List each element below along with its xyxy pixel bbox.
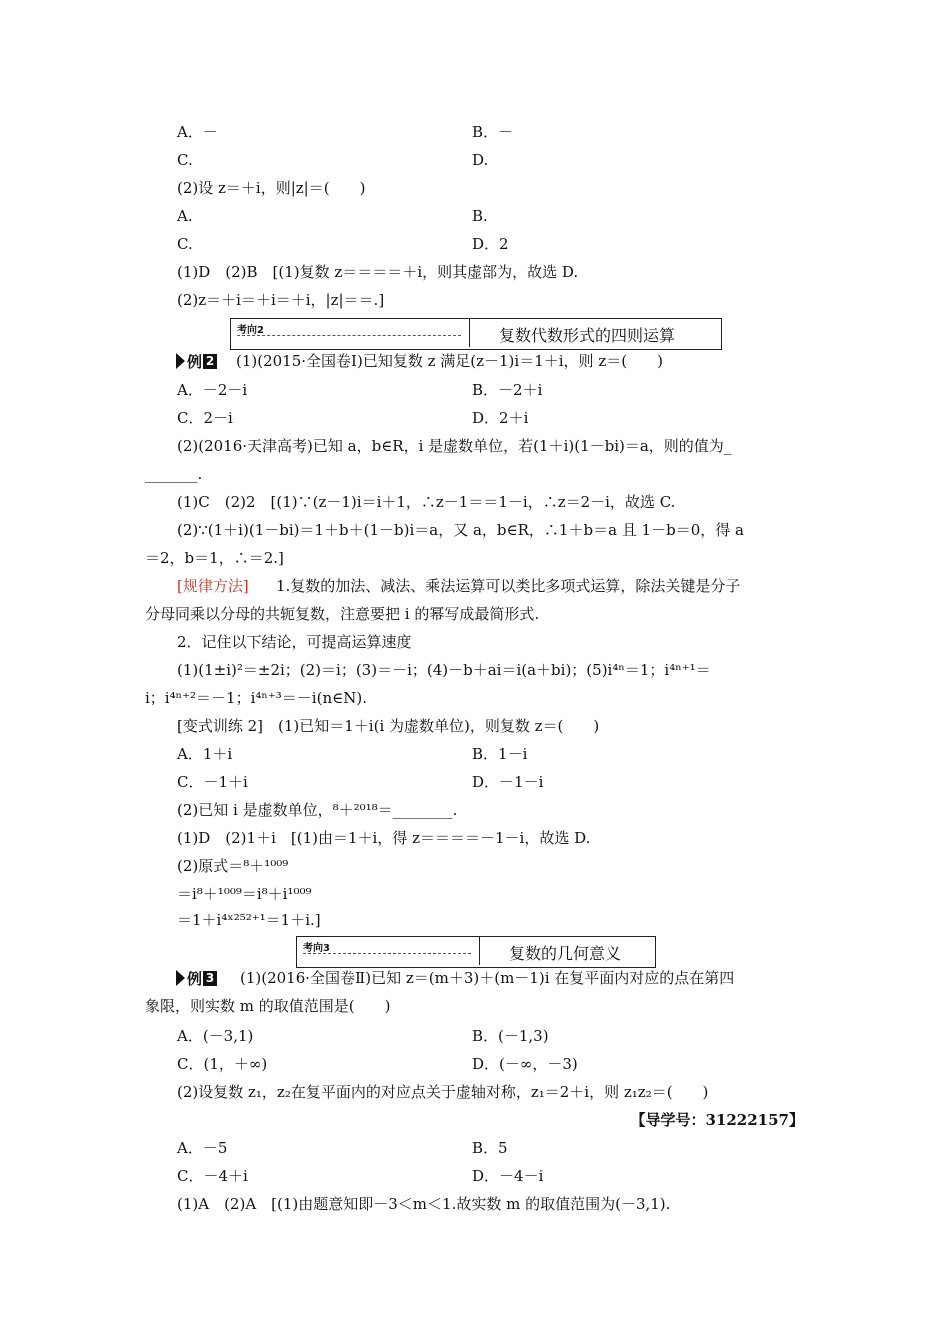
option-b: B．(－1,3) <box>472 1027 549 1045</box>
answer-text: (1)A (2)A [(1)由题意知即－3＜m＜1.故实数 m 的取值范围为(－3,1). <box>177 1195 671 1213</box>
option-c: C．－1＋i <box>177 773 248 791</box>
method-text: i；i⁴ⁿ⁺²＝－1；i⁴ⁿ⁺³＝－i(n∈N). <box>145 689 367 707</box>
option-a: A．－ <box>177 123 218 141</box>
option-b: B．－2＋i <box>472 381 543 399</box>
option-d: D．2 <box>472 235 509 253</box>
question-text: _______. <box>145 465 203 483</box>
option-a: A．－2－i <box>177 381 248 399</box>
section-tag-label: 考向2 <box>237 325 264 336</box>
option-d: D．(－∞，－3) <box>472 1055 578 1073</box>
guide-number: 【导学号：31222157】 <box>630 1111 804 1129</box>
example-number: 2 <box>203 354 217 369</box>
question-text: [变式训练 2] (1)已知＝1＋i(i 为虚数单位)，则复数 z＝( ) <box>177 717 600 735</box>
triangle-icon <box>176 970 185 986</box>
question-text: (1)(2015·全国卷Ⅰ)已知复数 z 满足(z－1)i＝1＋i，则 z＝( ) <box>236 352 663 370</box>
method-text: 2．记住以下结论，可提高运算速度 <box>177 633 412 651</box>
section-tag-label: 考向3 <box>303 943 330 954</box>
example-label: 例 <box>187 352 203 371</box>
section-tag <box>231 319 470 347</box>
question-text: (1)(2016·全国卷Ⅱ)已知 z＝(m＋3)＋(m－1)i 在复平面内对应的点在第四 <box>240 969 735 987</box>
answer-text: (2)原式＝⁸＋¹⁰⁰⁹ <box>177 857 289 875</box>
section-banner <box>296 936 656 968</box>
option-a: A. <box>177 207 193 225</box>
answer-text: (1)D (2)1＋i [(1)由＝1＋i，得 z＝＝＝＝－1－i，故选 D. <box>177 829 591 847</box>
section-banner <box>230 318 722 350</box>
option-a: A．1＋i <box>177 745 233 763</box>
method-text: 1.复数的加法、减法、乘法运算可以类比多项式运算，除法关键是分子 <box>276 577 741 595</box>
question-text: 象限，则实数 m 的取值范围是( ) <box>145 997 391 1015</box>
example-label: 例 <box>187 969 203 988</box>
option-a: A．－5 <box>177 1139 228 1157</box>
option-b: B．5 <box>472 1139 508 1157</box>
option-c: C. <box>177 151 193 169</box>
option-d: D. <box>472 151 489 169</box>
section-title: 复数的几何意义 <box>509 944 622 963</box>
option-c: C．(1，＋∞) <box>177 1055 268 1073</box>
option-b: B. <box>472 207 488 225</box>
answer-text: (2)∵(1＋i)(1－bi)＝1＋b＋(1－b)i＝a，又 a，b∈R，∴1＋b＝a 且 1－b＝0，得 a <box>177 521 744 539</box>
triangle-icon <box>176 353 185 369</box>
question-text: (2)设 z＝＋i，则|z|＝( ) <box>177 179 366 197</box>
method-text: (1)(1±i)²＝±2i；(2)＝i；(3)＝－i；(4)－b＋ai＝i(a＋bi)；(5)i⁴ⁿ＝1；i⁴ⁿ⁺¹＝ <box>177 661 711 679</box>
question-text: (2)(2016·天津高考)已知 a，b∈R，i 是虚数单位，若(1＋i)(1－bi)＝a，则的值为_ <box>177 437 732 455</box>
method-text: 分母同乘以分母的共轭复数，注意要把 i 的幂写成最简形式. <box>145 605 540 623</box>
option-c: C．2－i <box>177 409 233 427</box>
option-b: B．1－i <box>472 745 528 763</box>
answer-text: (2)z＝＋i＝＋i＝＋i，|z|＝＝.] <box>177 291 385 309</box>
question-text: (2)已知 i 是虚数单位，⁸＋²⁰¹⁸＝________. <box>177 801 458 819</box>
section-tag <box>297 937 480 965</box>
option-d: D．－1－i <box>472 773 544 791</box>
option-d: D．－4－i <box>472 1167 544 1185</box>
answer-text: ＝i⁸＋¹⁰⁰⁹＝i⁸＋i¹⁰⁰⁹ <box>177 885 312 903</box>
example-marker <box>176 352 217 370</box>
method-label: [规律方法] <box>177 577 249 595</box>
option-b: B．－ <box>472 123 514 141</box>
option-d: D．2＋i <box>472 409 529 427</box>
answer-text: (1)C (2)2 [(1)∵(z－1)i＝i＋1，∴z－1＝＝1－i，∴z＝2－i，故选 C. <box>177 493 676 511</box>
example-marker <box>176 969 217 987</box>
answer-text: (1)D (2)B [(1)复数 z＝＝＝＝＋i，则其虚部为，故选 D. <box>177 263 579 281</box>
option-c: C. <box>177 235 193 253</box>
answer-text: ＝2，b＝1，∴＝2.] <box>145 549 284 567</box>
section-title: 复数代数形式的四则运算 <box>499 326 676 345</box>
option-a: A．(－3,1) <box>177 1027 254 1045</box>
example-number: 3 <box>203 971 217 986</box>
option-c: C．－4＋i <box>177 1167 248 1185</box>
answer-text: ＝1＋i⁴ˣ²⁵²⁺¹＝1＋i.] <box>177 911 321 929</box>
question-text: (2)设复数 z₁，z₂在复平面内的对应点关于虚轴对称，z₁＝2＋i，则 z₁z₂＝( ) <box>177 1083 709 1101</box>
